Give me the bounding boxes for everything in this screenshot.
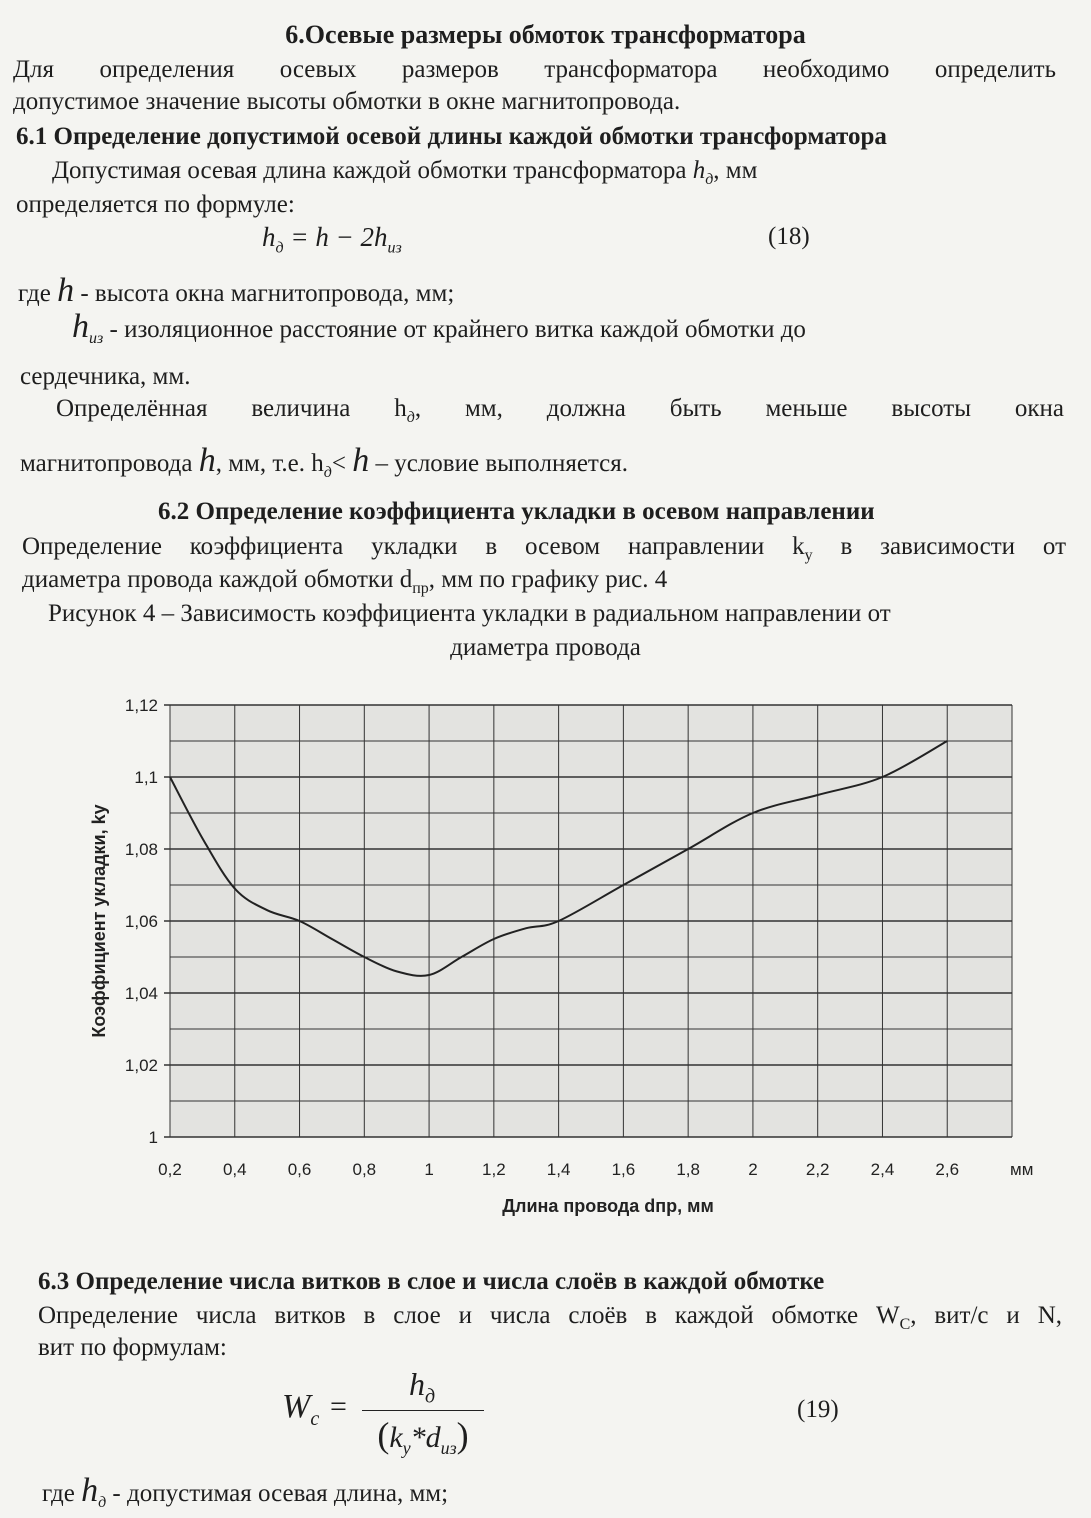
figure-4-caption-line2: диаметра провода bbox=[450, 634, 641, 661]
section-6-3-paragraph-line2: вит по формулам: bbox=[38, 1334, 227, 1361]
y-tick-label: 1,02 bbox=[124, 1056, 158, 1075]
section-6-2-title: 6.2 Определение коэффициента укладки в осевом направлении bbox=[158, 498, 875, 525]
y-tick-label: 1,06 bbox=[124, 912, 158, 931]
x-tick-label: 1,4 bbox=[546, 1160, 571, 1179]
section-6-intro-line2: допустимое значение высоты обмотки в окне магнитопровода. bbox=[13, 88, 681, 115]
x-tick-label: 2,6 bbox=[935, 1160, 960, 1179]
section-6-2-paragraph-line1: Определение коэффициента укладки в осевом направлении $k_y$ в зависимости от bbox=[22, 533, 1066, 564]
x-axis-unit: мм bbox=[1010, 1160, 1034, 1179]
x-axis-title: Длина провода dпр, мм bbox=[502, 1196, 714, 1216]
x-tick-label: 2,2 bbox=[805, 1160, 830, 1179]
x-tick-label: 0,6 bbox=[287, 1160, 312, 1179]
section-6-1-paragraph-line2: определяется по формуле: bbox=[16, 191, 295, 218]
hiz-definition-line2: сердечника, мм. bbox=[20, 363, 191, 390]
x-tick-label: 2 bbox=[748, 1160, 758, 1179]
x-tick-label: 1,2 bbox=[482, 1160, 506, 1179]
equation-18-number: (18) bbox=[768, 223, 810, 250]
x-tick-label: 1,8 bbox=[676, 1160, 700, 1179]
section-6-intro-line1: Для определения осевых размеров трансформатора необходимо определить bbox=[13, 56, 1056, 83]
figure-4-caption-line1: Рисунок 4 – Зависимость коэффициента укладки в радиальном направлении от bbox=[48, 600, 891, 627]
section-6-2-paragraph-line2: диаметра провода каждой обмотки $d_{пр}$, мм по графику рис. 4 bbox=[22, 566, 668, 597]
section-6-1-paragraph-line1: Допустимая осевая длина каждой обмотки трансформатора $h_д$, мм bbox=[52, 157, 758, 188]
y-tick-label: 1,04 bbox=[124, 984, 158, 1003]
hiz-definition-line: $h_{из}$ - изоляционное расстояние от крайнего витка каждой обмотки до bbox=[72, 308, 806, 347]
section-6-3-paragraph-line1: Определение числа витков в слое и числа слоёв в каждой обмотке $W_C$, вит/с и N, bbox=[38, 1302, 1062, 1333]
y-tick-label: 1 bbox=[148, 1128, 158, 1147]
equation-19-number: (19) bbox=[797, 1396, 839, 1423]
y-tick-label: 1,12 bbox=[124, 696, 158, 715]
condition-line2: магнитопровода h, мм, т.е. $h_д< h$ – условие выполняется. bbox=[20, 442, 628, 481]
y-tick-label: 1,08 bbox=[124, 840, 158, 859]
x-tick-label: 1,6 bbox=[611, 1160, 636, 1179]
x-tick-label: 0,8 bbox=[352, 1160, 377, 1179]
y-tick-label: 1,1 bbox=[134, 768, 158, 787]
where-h-line: где h - высота окна магнитопровода, мм; bbox=[18, 272, 455, 309]
section-6-title: 6.Осевые размеры обмоток трансформатора bbox=[285, 20, 806, 49]
line-chart bbox=[60, 685, 1050, 1225]
where-hd-line: где $h_д$ - допустимая осевая длина, мм; bbox=[42, 1472, 449, 1511]
x-tick-label: 2,4 bbox=[870, 1160, 895, 1179]
section-6-1-title: 6.1 Определение допустимой осевой длины каждой обмотки трансформатора bbox=[16, 123, 887, 150]
section-6-3-title: 6.3 Определение числа витков в слое и числа слоёв в каждой обмотке bbox=[38, 1268, 825, 1295]
equation-18: $h_д = h - 2h_{из}$ bbox=[262, 222, 402, 257]
x-tick-label: 1 bbox=[424, 1160, 434, 1179]
y-axis-title: Коэффициент укладки, ky bbox=[89, 804, 109, 1038]
x-tick-label: 0,2 bbox=[158, 1160, 182, 1179]
x-tick-label: 0,4 bbox=[222, 1160, 247, 1179]
condition-line1: Определённая величина $h_д$, мм, должна быть меньше высоты окна bbox=[56, 395, 1064, 426]
